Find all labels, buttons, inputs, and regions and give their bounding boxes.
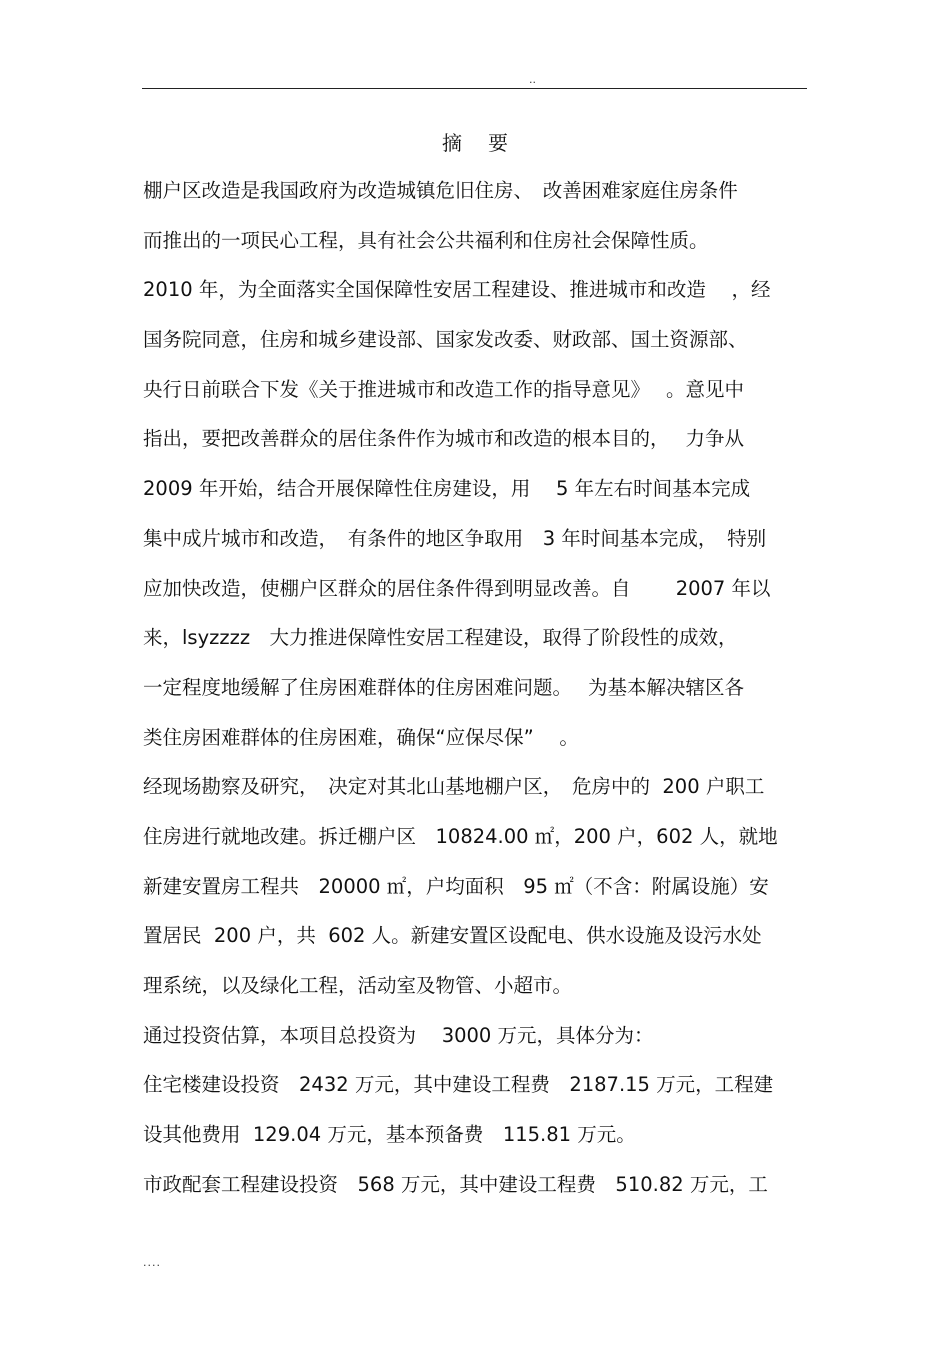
text-line: 置居民 200 户，共 602 人。新建安置区设配电、供水设施及设污水处	[143, 924, 762, 948]
text-line: 而推出的一项民心工程，具有社会公共福利和住房社会保障性质。	[143, 228, 709, 252]
text-line: 新建安置房工程共 20000 ㎡，户均面积 95 ㎡（不含：附属设施）安	[143, 874, 769, 898]
text-line: 应加快改造，使棚户区群众的居住条件得到明显改善。自 2007 年以	[143, 576, 771, 600]
page-title: 摘要	[442, 131, 534, 155]
text-line: 2010 年，为全面落实全国保障性安居工程建设、推进城市和改造 ，经	[143, 278, 771, 302]
text-line: 设其他费用 129.04 万元，基本预备费 115.81 万元。	[143, 1123, 636, 1147]
text-line: 市政配套工程建设投资 568 万元，其中建设工程费 510.82 万元，工	[143, 1172, 768, 1196]
header-mark: ..	[529, 73, 536, 86]
header-rule	[142, 88, 807, 89]
text-line: 理系统，以及绿化工程，活动室及物管、小超市。	[143, 974, 573, 997]
text-line: 国务院同意，住房和城乡建设部、国家发改委、财政部、国土资源部、	[143, 328, 748, 352]
text-line: 来，lsyzzzz 大力推进保障性安居工程建设，取得了阶段性的成效，	[143, 626, 738, 650]
text-line: 住房进行就地改建。拆迁棚户区 10824.00 ㎡，200 户，602 人，就地	[143, 824, 778, 848]
body-text	[143, 169, 808, 1212]
text-line: 住宅楼建设投资 2432 万元，其中建设工程费 2187.15 万元，工程建	[143, 1073, 774, 1097]
text-line: 一定程度地缓解了住房困难群体的住房困难问题。 为基本解决辖区各	[143, 675, 744, 699]
text-line: 棚户区改造是我国政府为改造城镇危旧住房、 改善困难家庭住房条件	[143, 179, 738, 202]
footer-mark: ....	[143, 1256, 161, 1269]
text-line: 2009 年开始，结合开展保障性住房建设，用 5 年左右时间基本完成	[143, 477, 751, 501]
text-line: 类住房困难群体的住房困难，确保“应保尽保” 。	[143, 725, 579, 749]
text-line: 通过投资估算，本项目总投资为 3000 万元，具体分为：	[143, 1023, 654, 1047]
text-line: 集中成片城市和改造， 有条件的地区争取用 3 年时间基本完成， 特别	[143, 526, 767, 550]
text-line: 央行日前联合下发《关于推进城市和改造工作的指导意见》 。意见中	[143, 377, 744, 401]
text-line: 指出，要把改善群众的居住条件作为城市和改造的根本目的， 力争从	[143, 427, 744, 451]
text-line: 经现场勘察及研究， 决定对其北山基地棚户区， 危房中的 200 户职工	[143, 775, 765, 799]
